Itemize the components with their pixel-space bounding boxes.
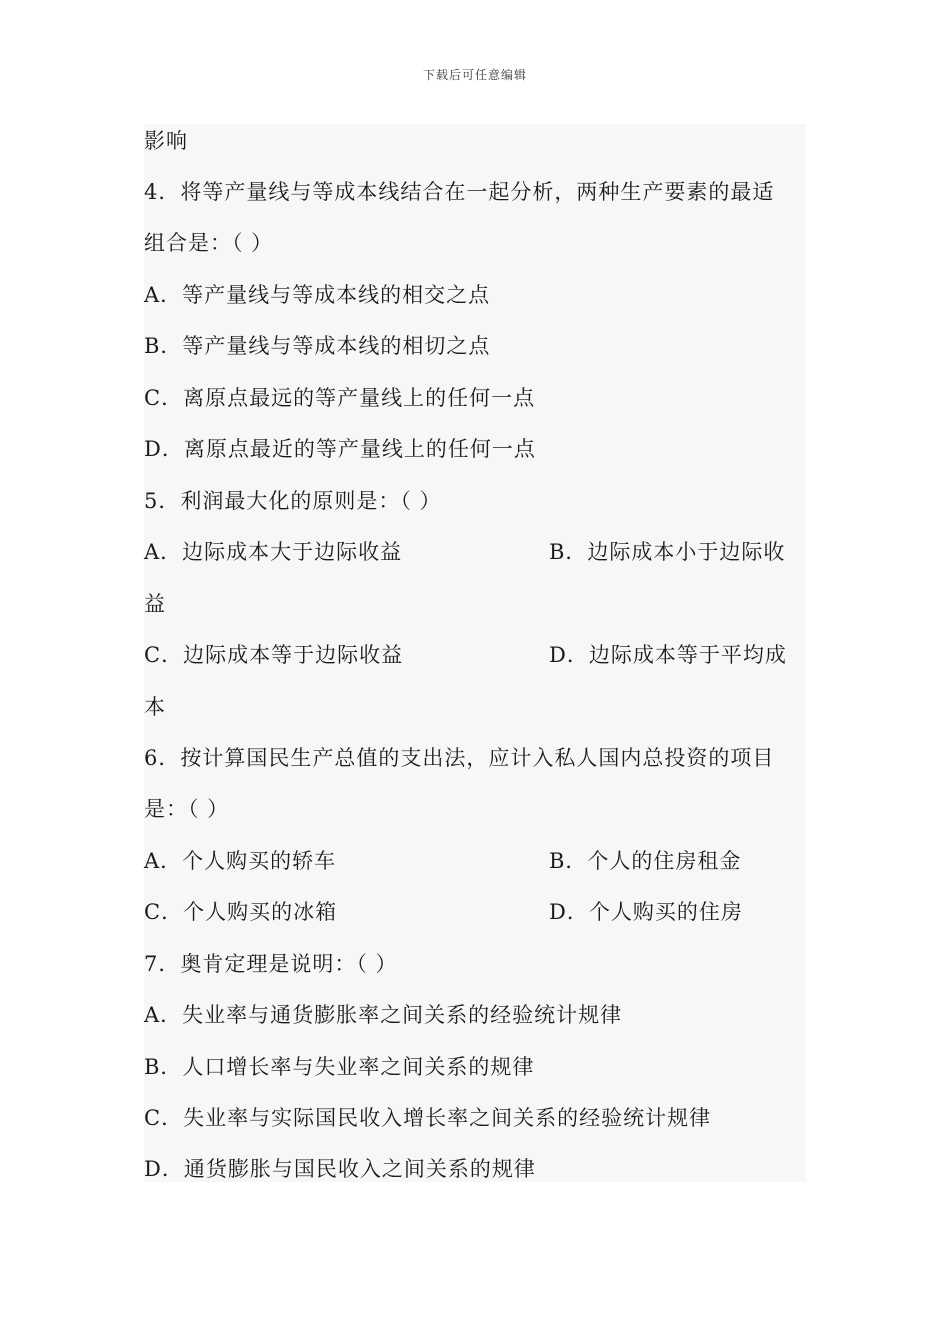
question-6-option-a: A．个人购买的轿车 [144,849,337,873]
question-7-option-b: B．人口增长率与失业率之间关系的规律 [144,1055,535,1079]
question-5-option-a: A．边际成本大于边际收益 [144,540,403,564]
question-5-option-d: D．边际成本等于平均成 [549,643,787,667]
question-6-stem-cont: 是：（ ） [144,797,230,821]
question-5-stem: 5．利润最大化的原则是：（ ） [144,489,442,513]
question-7-option-c: C．失业率与实际国民收入增长率之间关系的经验统计规律 [144,1106,712,1130]
question-4-option-d: D．离原点最近的等产量线上的任何一点 [144,437,536,461]
question-6-option-d: D．个人购买的住房 [549,900,743,924]
question-7-stem: 7．奥肯定理是说明：（ ） [144,952,398,976]
header-note: 下载后可任意编辑 [422,68,527,82]
question-4-stem-cont: 组合是：（ ） [144,231,274,255]
question-4-stem: 4．将等产量线与等成本线结合在一起分析，两种生产要素的最适 [144,180,775,204]
text-line: 影响 [144,129,188,153]
question-7-option-d: D．通货膨胀与国民收入之间关系的规律 [144,1157,536,1181]
question-5-option-d-cont: 本 [144,695,166,719]
question-5-option-b-cont: 益 [144,592,166,616]
document-body [144,124,806,1182]
question-6-option-c: C．个人购买的冰箱 [144,900,338,924]
question-4-option-a: A．等产量线与等成本线的相交之点 [144,283,491,307]
question-6-option-b: B．个人的住房租金 [549,849,742,873]
question-7-option-a: A．失业率与通货膨胀率之间关系的经验统计规律 [144,1003,623,1027]
question-4-option-c: C．离原点最远的等产量线上的任何一点 [144,386,536,410]
question-4-option-b: B．等产量线与等成本线的相切之点 [144,334,491,358]
question-6-stem: 6．按计算国民生产总值的支出法，应计入私人国内总投资的项目 [144,746,775,770]
question-5-option-c: C．边际成本等于边际收益 [144,643,404,667]
question-5-option-b: B．边际成本小于边际收 [549,540,786,564]
